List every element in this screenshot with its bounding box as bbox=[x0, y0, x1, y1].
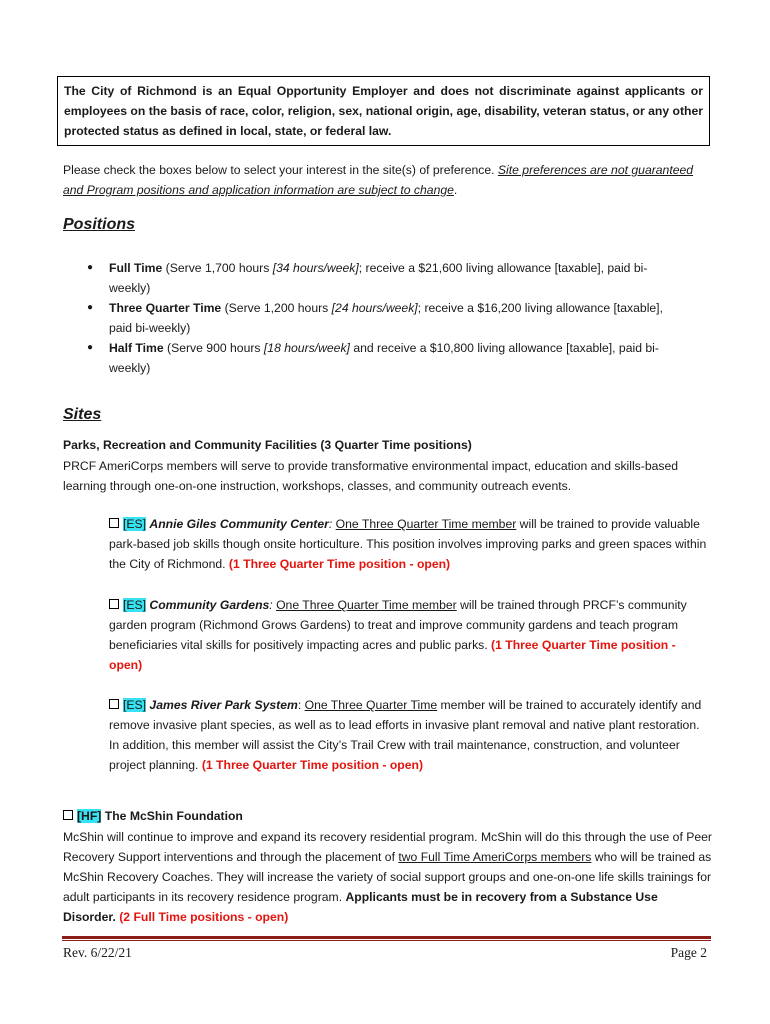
site-checkbox[interactable] bbox=[109, 599, 119, 609]
mcshin-members: two Full Time AmeriCorps members bbox=[398, 850, 592, 864]
site-tag: [ES] bbox=[123, 517, 147, 531]
position-hours: [24 hours/week] bbox=[331, 301, 418, 315]
site-checkbox[interactable] bbox=[109, 518, 119, 528]
position-title: Full Time bbox=[109, 261, 163, 275]
bullet-icon: ● bbox=[87, 302, 94, 313]
site-option bbox=[109, 595, 709, 675]
position-text: (Serve 1,200 hours bbox=[221, 301, 332, 315]
site-option bbox=[109, 514, 709, 574]
site-tag: [ES] bbox=[123, 698, 147, 712]
position-allowance: and receive a $10,800 living allowance [taxable], paid bi-weekly) bbox=[109, 341, 659, 375]
positions-list bbox=[85, 258, 685, 378]
mcshin-text: McShin will continue to improve and expand its recovery residential program. McShin will do this through the use of Peer Recovery Support interventions and through the placement of bbox=[63, 830, 712, 864]
site-role: One Three Quarter Time member bbox=[276, 598, 457, 612]
bullet-icon: ● bbox=[87, 262, 94, 273]
position-item bbox=[85, 298, 685, 338]
site-status: (1 Three Quarter Time position - open) bbox=[109, 638, 676, 672]
site-separator: : bbox=[269, 598, 277, 612]
mcshin-requirement: Applicants must be in recovery from a Substance Use Disorder. bbox=[63, 890, 658, 924]
site-description: will be trained to provide valuable park-based job skills though onsite horticulture. This position involves improving parks and green spaces within the City of Richmond. bbox=[109, 517, 707, 571]
site-separator: : bbox=[297, 698, 305, 712]
site-option bbox=[109, 695, 709, 775]
equal-opportunity-notice: The City of Richmond is an Equal Opportunity Employer and does not discriminate against applicants or employees on the basis of race, color, religion, sex, national origin, age, disability, veteran status, or any other protected status as defined in local, state, or federal law. bbox=[57, 76, 710, 146]
prcf-section-description: PRCF AmeriCorps members will serve to provide transformative environmental impact, education and skills-based learning through one-on-one instruction, workshops, classes, and community outreach events. bbox=[63, 459, 679, 493]
site-checkbox[interactable] bbox=[109, 699, 119, 709]
site-description: will be trained through PRCF’s community garden program (Richmond Grows Gardens) to treat and improve community gardens and teach program beneficiaries vital skills for positively impacting acres and public parks. bbox=[109, 598, 687, 652]
sites-heading: Sites bbox=[63, 406, 102, 423]
position-title: Half Time bbox=[109, 341, 164, 355]
intro-text: Please check the boxes below to select your interest in the site(s) of preference. bbox=[63, 163, 498, 177]
site-name: Community Gardens bbox=[149, 598, 270, 612]
site-checkbox[interactable] bbox=[63, 810, 73, 820]
site-tag: [HF] bbox=[77, 809, 102, 823]
mcshin-site-option bbox=[63, 809, 243, 823]
mcshin-text-2: who will be trained as McShin Recovery Coaches. They will increase the variety of social support groups and one-on-one life skills trainings for adult participants in its recovery residence program. bbox=[63, 850, 712, 904]
footer-divider bbox=[62, 936, 711, 939]
position-text: (Serve 1,700 hours bbox=[162, 261, 273, 275]
position-title: Three Quarter Time bbox=[109, 301, 222, 315]
position-item bbox=[85, 338, 685, 378]
site-description: member will be trained to accurately identify and remove invasive plant species, as well as to lead efforts in invasive plant removal and native plant restoration. In addition, this member will assist the City’s Trail Crew with trail maintenance, construction, and volunteer project planning. bbox=[109, 698, 702, 772]
page-number: Page 2 bbox=[670, 945, 707, 960]
site-separator: : bbox=[328, 517, 336, 531]
site-status: (1 Three Quarter Time position - open) bbox=[201, 758, 424, 772]
intro-paragraph bbox=[63, 160, 713, 200]
intro-end: . bbox=[453, 183, 458, 197]
bullet-icon: ● bbox=[87, 342, 94, 353]
position-allowance: ; receive a $21,600 living allowance [taxable], paid bi-weekly) bbox=[109, 261, 648, 295]
positions-heading: Positions bbox=[63, 216, 136, 233]
site-name: Annie Giles Community Center bbox=[149, 517, 329, 531]
position-allowance: ; receive a $16,200 living allowance [taxable], paid bi-weekly) bbox=[109, 301, 663, 335]
site-role: One Three Quarter Time member bbox=[335, 517, 517, 531]
site-status: (1 Three Quarter Time position - open) bbox=[228, 557, 451, 571]
position-text: (Serve 900 hours bbox=[163, 341, 264, 355]
site-name: James River Park System bbox=[149, 698, 298, 712]
revision-date: Rev. 6/22/21 bbox=[63, 945, 132, 960]
prcf-section-title: Parks, Recreation and Community Facilities (3 Quarter Time positions) bbox=[63, 438, 472, 452]
site-tag: [ES] bbox=[123, 598, 147, 612]
site-role: One Three Quarter Time bbox=[304, 698, 438, 712]
mcshin-title: The McShin Foundation bbox=[101, 809, 243, 823]
intro-disclaimer: Site preferences are not guaranteed and Program positions and application information are subject to change bbox=[63, 163, 694, 197]
position-hours: [18 hours/week] bbox=[263, 341, 350, 355]
position-hours: [34 hours/week] bbox=[272, 261, 359, 275]
position-item bbox=[85, 258, 685, 298]
mcshin-status: (2 Full Time positions - open) bbox=[115, 910, 289, 924]
footer-divider-thin bbox=[62, 940, 711, 941]
mcshin-description bbox=[63, 827, 713, 927]
